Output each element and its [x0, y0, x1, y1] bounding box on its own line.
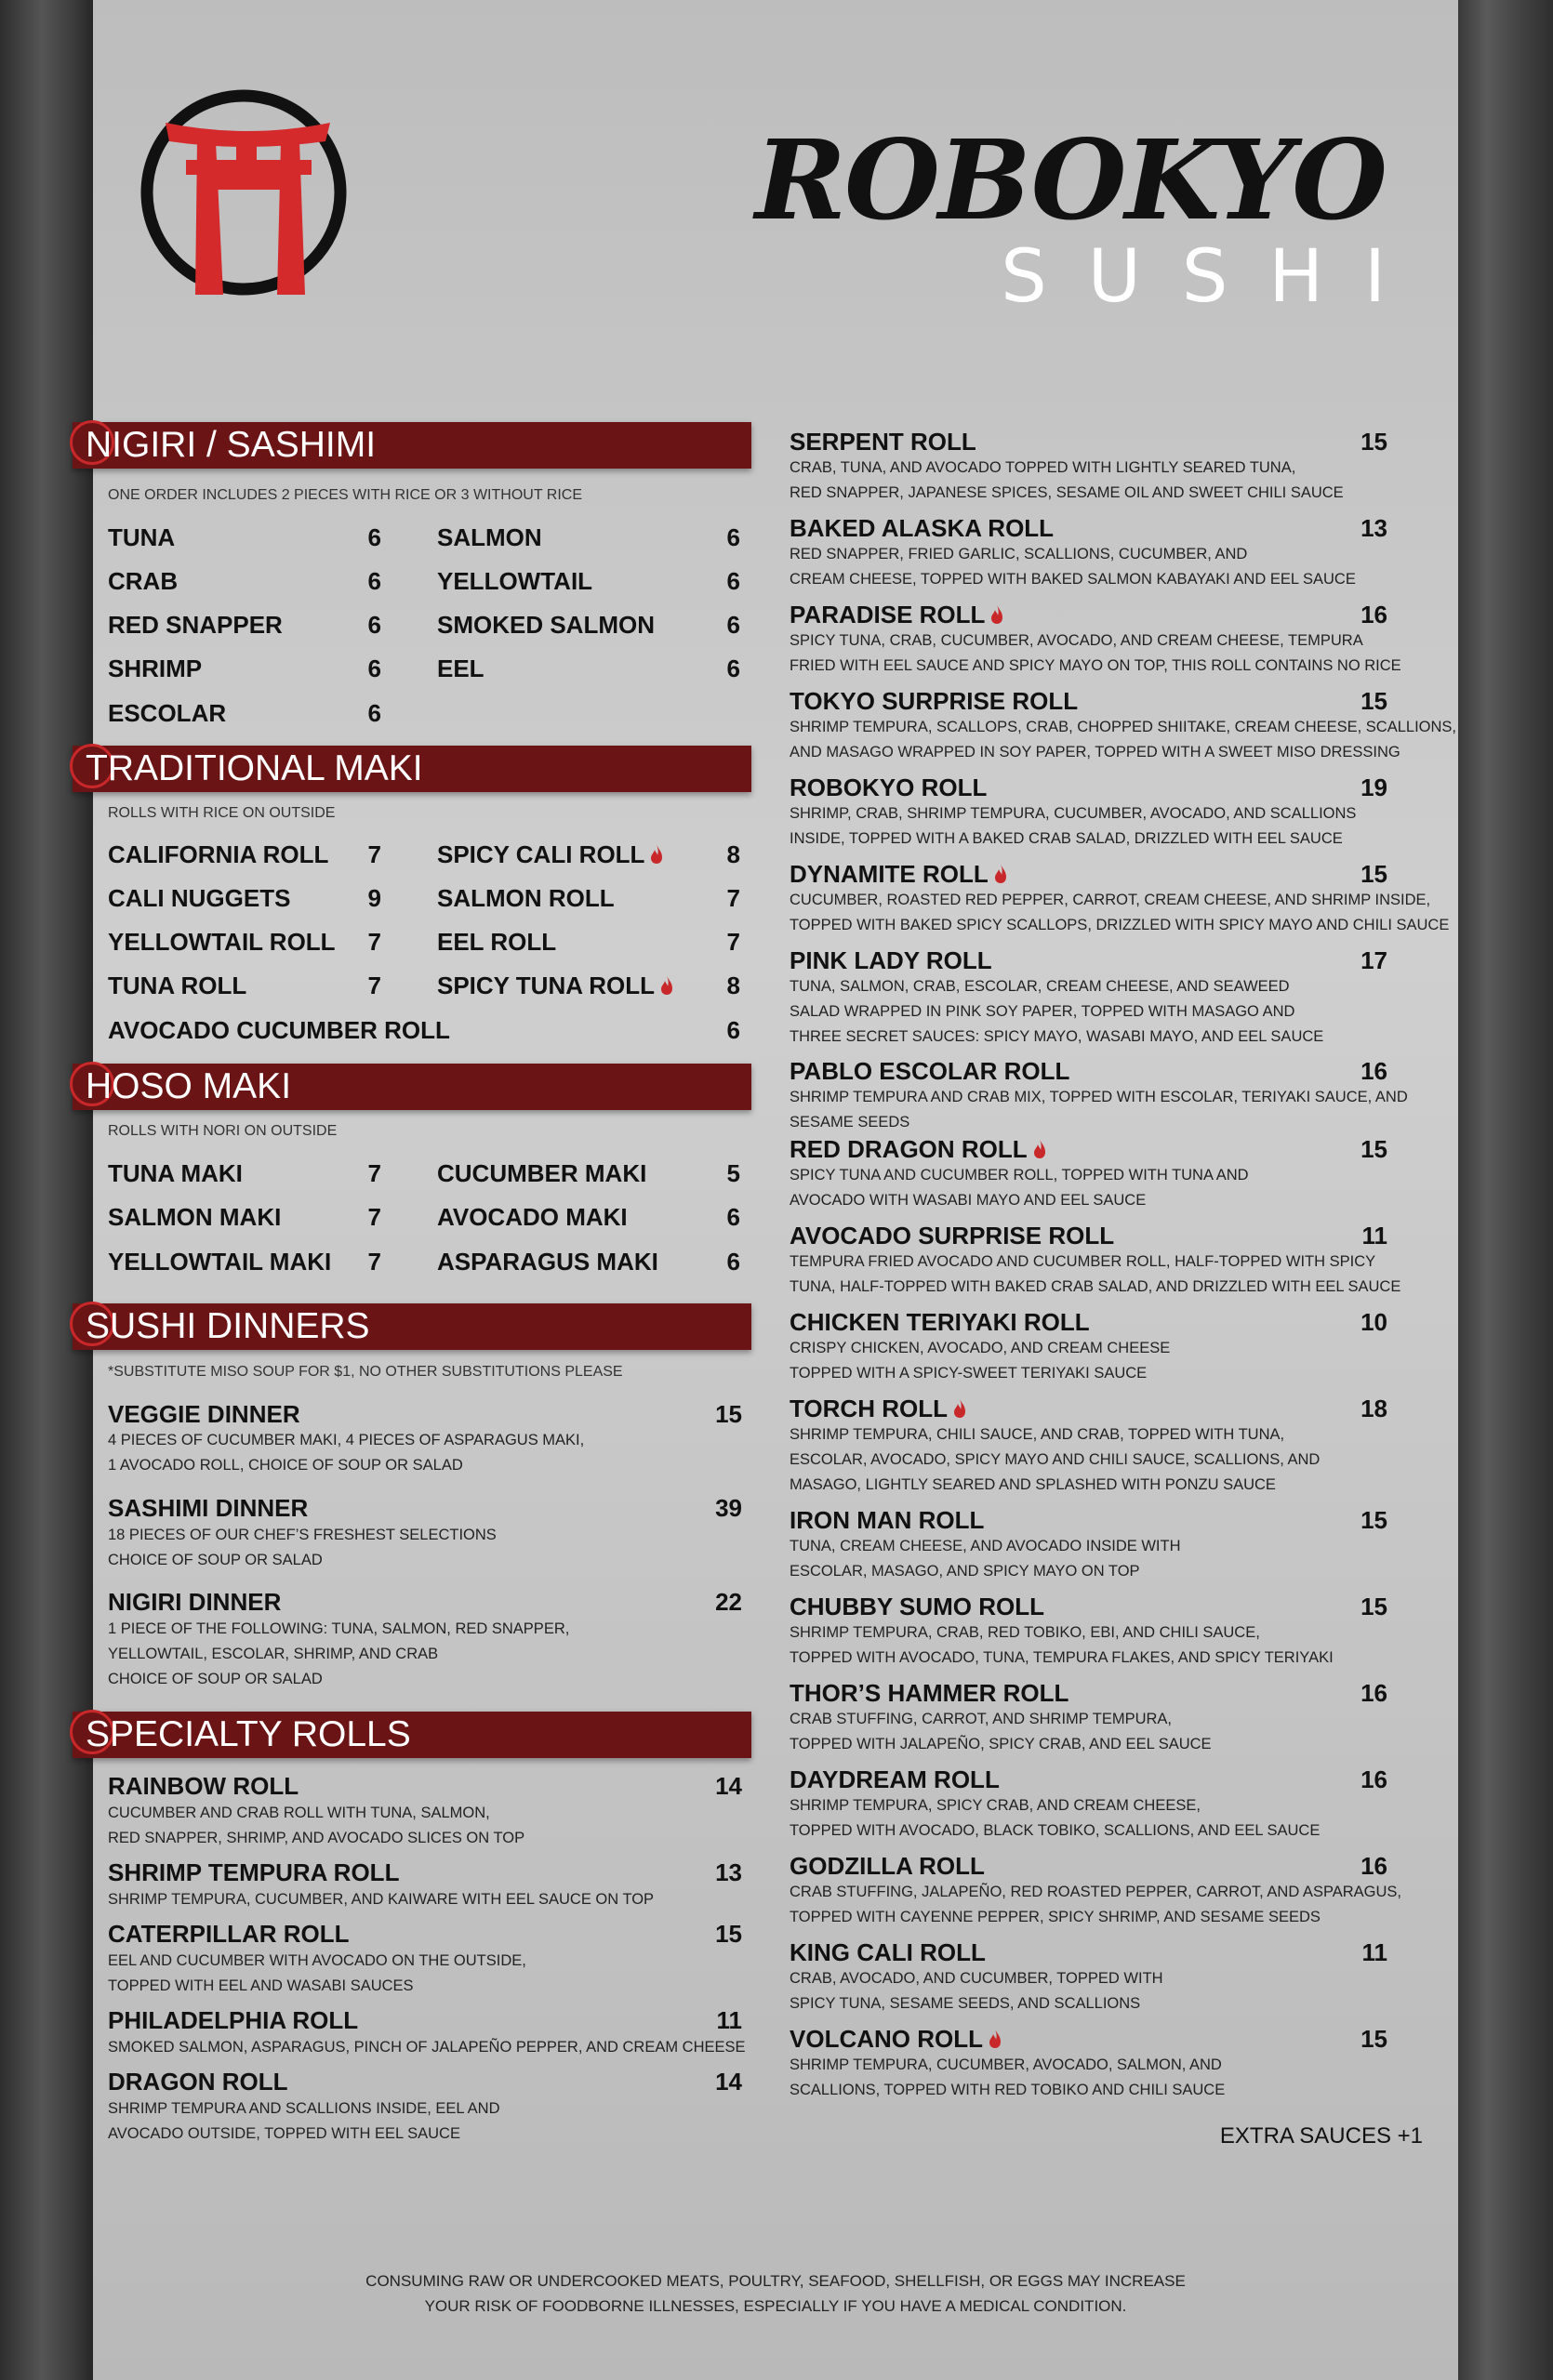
item-description: TOPPED WITH AVOCADO, TUNA, TEMPURA FLAKES, AND SPICY TERIYAKI — [790, 1649, 1334, 1666]
left-border — [0, 0, 93, 2380]
menu-price: 8 — [726, 840, 740, 868]
item-description: SHRIMP TEMPURA, SCALLOPS, CRAB, CHOPPED SHIITAKE, CREAM CHEESE, SCALLIONS, — [790, 719, 1457, 735]
flame-icon — [953, 1398, 966, 1419]
item-name: PABLO ESCOLAR ROLL — [790, 1057, 1070, 1085]
menu-price: 19 — [1361, 774, 1387, 801]
menu-item: ESCOLAR — [108, 699, 227, 727]
menu-price: 7 — [367, 840, 381, 868]
menu-item: SHRIMP — [108, 654, 203, 682]
item-description: FRIED WITH EEL SAUCE AND SPICY MAYO ON TOP, THIS ROLL CONTAINS NO RICE — [790, 657, 1401, 674]
menu-item: CRAB — [108, 567, 179, 595]
menu-item: CALI NUGGETS — [108, 884, 291, 912]
item-description: THREE SECRET SAUCES: SPICY MAYO, WASABI MAYO, AND EEL SAUCE — [790, 1028, 1324, 1045]
item-name: SPICY CALI ROLL — [437, 840, 645, 868]
item-description: 4 PIECES OF CUCUMBER MAKI, 4 PIECES OF ASPARAGUS MAKI, — [108, 1432, 585, 1448]
item-description: TOPPED WITH BAKED SPICY SCALLOPS, DRIZZLED WITH SPICY MAYO AND CHILI SAUCE — [790, 917, 1450, 933]
menu-item — [790, 1679, 1069, 1707]
section-header-specialty — [73, 1712, 751, 1758]
menu-item — [437, 840, 663, 868]
item-name: IRON MAN ROLL — [790, 1506, 985, 1534]
menu-price: 15 — [1361, 687, 1387, 715]
item-description: SPICY TUNA AND CUCUMBER ROLL, TOPPED WITH TUNA AND — [790, 1167, 1249, 1183]
menu-price: 6 — [726, 654, 740, 682]
menu-item: NIGIRI DINNER — [108, 1588, 282, 1616]
section-title: NIGIRI / SASHIMI — [86, 425, 377, 465]
item-description: SMOKED SALMON, ASPARAGUS, PINCH OF JALAPEÑO PEPPER, AND CREAM CHEESE — [108, 2039, 746, 2056]
section-title: HOSO MAKI — [86, 1066, 292, 1106]
section-note: ROLLS WITH NORI ON OUTSIDE — [108, 1123, 338, 1139]
menu-item — [790, 1308, 1090, 1336]
flame-icon — [1033, 1139, 1046, 1159]
item-description: CRAB, AVOCADO, AND CUCUMBER, TOPPED WITH — [790, 1970, 1163, 1987]
menu-item: CATERPILLAR ROLL — [108, 1920, 350, 1948]
menu-price: 16 — [1361, 1852, 1387, 1880]
menu-price: 9 — [367, 884, 381, 912]
menu-price: 16 — [1361, 601, 1387, 628]
menu-price: 22 — [715, 1588, 742, 1616]
menu-item: ASPARAGUS MAKI — [437, 1248, 658, 1276]
torii-gate-icon — [139, 86, 353, 299]
menu-price: 18 — [1361, 1395, 1387, 1422]
item-name: PARADISE ROLL — [790, 601, 986, 628]
menu-price: 13 — [1361, 514, 1387, 542]
flame-icon — [989, 2029, 1002, 2049]
item-description: SCALLIONS, TOPPED WITH RED TOBIKO AND CHILI SAUCE — [790, 2082, 1226, 2098]
menu-price: 8 — [726, 972, 740, 999]
menu-item: AVOCADO CUCUMBER ROLL — [108, 1016, 450, 1044]
item-description: INSIDE, TOPPED WITH A BAKED CRAB SALAD, DRIZZLED WITH EEL SAUCE — [790, 830, 1343, 847]
right-border — [1458, 0, 1553, 2380]
menu-item: YELLOWTAIL ROLL — [108, 928, 336, 956]
menu-item — [790, 1593, 1044, 1620]
menu-price: 15 — [1361, 1506, 1387, 1534]
item-description: TOPPED WITH EEL AND WASABI SAUCES — [108, 1977, 414, 1994]
item-description: EEL AND CUCUMBER WITH AVOCADO ON THE OUTSIDE, — [108, 1952, 526, 1969]
menu-item: SALMON — [437, 523, 542, 551]
footer-disclaimer — [93, 2268, 1458, 2319]
menu-item: RAINBOW ROLL — [108, 1772, 299, 1800]
section-note: ROLLS WITH RICE ON OUTSIDE — [108, 805, 336, 821]
menu-price: 11 — [716, 2006, 742, 2034]
item-description: CRAB, TUNA, AND AVOCADO TOPPED WITH LIGHTLY SEARED TUNA, — [790, 459, 1296, 476]
item-description: RED SNAPPER, SHRIMP, AND AVOCADO SLICES ON TOP — [108, 1830, 525, 1846]
item-description: TOPPED WITH JALAPEÑO, SPICY CRAB, AND EEL SAUCE — [790, 1736, 1212, 1752]
menu-price: 10 — [1361, 1308, 1387, 1336]
item-name: THOR’S HAMMER ROLL — [790, 1679, 1069, 1707]
section-header-dinners — [73, 1303, 751, 1350]
brand-subtitle: SUSHI — [1001, 235, 1427, 319]
menu-price: 6 — [726, 1016, 740, 1044]
item-description: 1 PIECE OF THE FOLLOWING: TUNA, SALMON, RED SNAPPER, — [108, 1620, 570, 1637]
item-description: TEMPURA FRIED AVOCADO AND CUCUMBER ROLL, HALF-TOPPED WITH SPICY — [790, 1253, 1376, 1270]
item-description: SHRIMP TEMPURA, CUCUMBER, AVOCADO, SALMON, AND — [790, 2056, 1222, 2073]
item-description: SHRIMP TEMPURA, CRAB, RED TOBIKO, EBI, AND CHILI SAUCE, — [790, 1624, 1260, 1641]
item-description: SHRIMP TEMPURA AND CRAB MIX, TOPPED WITH ESCOLAR, TERIYAKI SAUCE, AND — [790, 1089, 1408, 1105]
menu-price: 7 — [367, 1159, 381, 1187]
item-name: CHICKEN TERIYAKI ROLL — [790, 1308, 1090, 1336]
item-description: SHRIMP, CRAB, SHRIMP TEMPURA, CUCUMBER, AVOCADO, AND SCALLIONS — [790, 805, 1357, 822]
menu-item: SALMON MAKI — [108, 1203, 282, 1231]
menu-price: 6 — [367, 654, 381, 682]
menu-price: 6 — [367, 567, 381, 595]
item-description: SHRIMP TEMPURA, SPICY CRAB, AND CREAM CHEESE, — [790, 1797, 1201, 1814]
footer-line: YOUR RISK OF FOODBORNE ILLNESSES, ESPECIALLY IF YOU HAVE A MEDICAL CONDITION. — [424, 2297, 1127, 2315]
item-description: CUCUMBER AND CRAB ROLL WITH TUNA, SALMON, — [108, 1805, 490, 1821]
menu-item: CALIFORNIA ROLL — [108, 840, 329, 868]
flame-icon — [994, 864, 1007, 884]
menu-price: 17 — [1361, 946, 1387, 974]
menu-price: 6 — [726, 611, 740, 639]
section-header-hoso — [73, 1064, 751, 1110]
item-description: CUCUMBER, ROASTED RED PEPPER, CARROT, CREAM CHEESE, AND SHRIMP INSIDE, — [790, 892, 1431, 908]
item-name: TOKYO SURPRISE ROLL — [790, 687, 1079, 715]
menu-item: AVOCADO MAKI — [437, 1203, 628, 1231]
menu-price: 6 — [367, 611, 381, 639]
item-description: TOPPED WITH AVOCADO, BLACK TOBIKO, SCALLIONS, AND EEL SAUCE — [790, 1822, 1321, 1839]
menu-item: SALMON ROLL — [437, 884, 615, 912]
item-name: AVOCADO SURPRISE ROLL — [790, 1222, 1115, 1250]
menu-price: 7 — [367, 972, 381, 999]
menu-item: YELLOWTAIL — [437, 567, 593, 595]
menu-price: 39 — [715, 1494, 742, 1522]
item-description: MASAGO, LIGHTLY SEARED AND SPLASHED WITH PONZU SAUCE — [790, 1476, 1276, 1493]
item-name: SPICY TUNA ROLL — [437, 972, 656, 999]
menu-price: 6 — [726, 1248, 740, 1276]
menu-price: 16 — [1361, 1057, 1387, 1085]
item-description: AVOCADO WITH WASABI MAYO AND EEL SAUCE — [790, 1192, 1147, 1209]
item-description: CRAB STUFFING, JALAPEÑO, RED ROASTED PEPPER, CARROT, AND ASPARAGUS, — [790, 1884, 1401, 1900]
menu-price: 7 — [367, 1248, 381, 1276]
menu-item — [790, 601, 1003, 628]
item-description: YELLOWTAIL, ESCOLAR, SHRIMP, AND CRAB — [108, 1646, 439, 1662]
item-description: CHOICE OF SOUP OR SALAD — [108, 1552, 323, 1568]
section-title: TRADITIONAL MAKI — [86, 748, 423, 788]
menu-item: VEGGIE DINNER — [108, 1400, 300, 1428]
item-description: TOPPED WITH CAYENNE PEPPER, SPICY SHRIMP, AND SESAME SEEDS — [790, 1909, 1321, 1925]
menu-item — [790, 1222, 1114, 1250]
menu-item: DRAGON ROLL — [108, 2068, 288, 2096]
menu-price: 15 — [1361, 2025, 1387, 2053]
item-description: SPICY TUNA, SESAME SEEDS, AND SCALLIONS — [790, 1995, 1141, 2012]
item-description: ESCOLAR, MASAGO, AND SPICY MAYO ON TOP — [790, 1563, 1140, 1580]
menu-price: 7 — [726, 928, 740, 956]
item-description: RED SNAPPER, JAPANESE SPICES, SESAME OIL AND SWEET CHILI SAUCE — [790, 484, 1344, 501]
menu-price: 15 — [1361, 860, 1387, 888]
menu-item: TUNA ROLL — [108, 972, 247, 999]
item-name: PINK LADY ROLL — [790, 946, 992, 974]
menu-item: YELLOWTAIL MAKI — [108, 1248, 332, 1276]
menu-price: 14 — [715, 2068, 742, 2096]
item-name: BAKED ALASKA ROLL — [790, 514, 1055, 542]
menu-item: PHILADELPHIA ROLL — [108, 2006, 359, 2034]
item-description: TOPPED WITH A SPICY-SWEET TERIYAKI SAUCE — [790, 1365, 1148, 1382]
item-description: TUNA, CREAM CHEESE, AND AVOCADO INSIDE WITH — [790, 1538, 1181, 1554]
section-note: ONE ORDER INCLUDES 2 PIECES WITH RICE OR 3 WITHOUT RICE — [108, 487, 582, 503]
menu-price: 13 — [715, 1858, 742, 1886]
item-name: KING CALI ROLL — [790, 1938, 986, 1966]
item-description: CRAB STUFFING, CARROT, AND SHRIMP TEMPURA, — [790, 1711, 1173, 1727]
section-header-nigiri — [73, 422, 751, 469]
menu-item — [790, 860, 1007, 888]
menu-item — [790, 946, 992, 974]
menu-item: RED SNAPPER — [108, 611, 283, 639]
menu-item: TUNA MAKI — [108, 1159, 243, 1187]
item-name: RED DRAGON ROLL — [790, 1135, 1028, 1163]
section-note: *SUBSTITUTE MISO SOUP FOR $1, NO OTHER SUBSTITUTIONS PLEASE — [108, 1364, 623, 1380]
menu-item — [790, 1765, 1000, 1793]
flame-icon — [990, 604, 1003, 625]
menu-price: 16 — [1361, 1679, 1387, 1707]
item-description: ESCOLAR, AVOCADO, SPICY MAYO AND CHILI SAUCE, SCALLIONS, AND — [790, 1451, 1321, 1468]
menu-item — [790, 1506, 984, 1534]
menu-item: SMOKED SALMON — [437, 611, 655, 639]
menu-price: 5 — [726, 1159, 740, 1187]
menu-price: 7 — [367, 1203, 381, 1231]
item-description: CRISPY CHICKEN, AVOCADO, AND CREAM CHEESE — [790, 1340, 1171, 1356]
menu-price: 6 — [367, 699, 381, 727]
menu-price: 6 — [726, 523, 740, 551]
item-name: TORCH ROLL — [790, 1395, 948, 1422]
menu-price: 6 — [726, 1203, 740, 1231]
menu-price: 15 — [1361, 428, 1387, 456]
menu-price: 6 — [367, 523, 381, 551]
menu-item — [790, 774, 987, 801]
flame-icon — [660, 975, 673, 996]
section-title: SUSHI DINNERS — [86, 1306, 370, 1346]
item-description: SHRIMP TEMPURA, CUCUMBER, AND KAIWARE WITH EEL SAUCE ON TOP — [108, 1891, 655, 1908]
menu-item: TUNA — [108, 523, 176, 551]
item-name: DYNAMITE ROLL — [790, 860, 989, 888]
item-description: SPICY TUNA, CRAB, CUCUMBER, AVOCADO, AND CREAM CHEESE, TEMPURA — [790, 632, 1363, 649]
item-description: 1 AVOCADO ROLL, CHOICE OF SOUP OR SALAD — [108, 1457, 463, 1474]
item-name: SERPENT ROLL — [790, 428, 976, 456]
item-description: AND MASAGO WRAPPED IN SOY PAPER, TOPPED WITH A SWEET MISO DRESSING — [790, 744, 1400, 760]
flame-icon — [650, 844, 663, 865]
brand-block — [755, 115, 1427, 319]
item-name: VOLCANO ROLL — [790, 2025, 983, 2053]
menu-item — [790, 1395, 966, 1422]
menu-item — [790, 1852, 985, 1880]
menu-price: 15 — [715, 1400, 742, 1428]
menu-price: 14 — [715, 1772, 742, 1800]
menu-price: 11 — [1361, 1222, 1387, 1250]
menu-item: SHRIMP TEMPURA ROLL — [108, 1858, 400, 1886]
menu-item — [790, 1135, 1046, 1163]
item-description: SALAD WRAPPED IN PINK SOY PAPER, TOPPED WITH MASAGO AND — [790, 1003, 1295, 1020]
item-description: SESAME SEEDS — [790, 1114, 910, 1130]
menu-item — [790, 2025, 1002, 2053]
extra-sauces-note: EXTRA SAUCES +1 — [1219, 2123, 1423, 2149]
item-name: ROBOKYO ROLL — [790, 774, 988, 801]
item-description: 18 PIECES OF OUR CHEF’S FRESHEST SELECTIONS — [108, 1527, 497, 1543]
item-description: CHOICE OF SOUP OR SALAD — [108, 1671, 323, 1687]
menu-price: 7 — [367, 928, 381, 956]
item-description: SHRIMP TEMPURA AND SCALLIONS INSIDE, EEL AND — [108, 2100, 500, 2117]
menu-item — [790, 514, 1054, 542]
item-description: AVOCADO OUTSIDE, TOPPED WITH EEL SAUCE — [108, 2125, 460, 2142]
menu-item — [790, 1057, 1069, 1085]
footer-line: CONSUMING RAW OR UNDERCOOKED MEATS, POULTRY, SEAFOOD, SHELLFISH, OR EGGS MAY INCREASE — [365, 2272, 1186, 2290]
menu-item — [790, 1938, 986, 1966]
section-title: SPECIALTY ROLLS — [86, 1714, 411, 1754]
item-description: CREAM CHEESE, TOPPED WITH BAKED SALMON KABAYAKI AND EEL SAUCE — [790, 571, 1356, 588]
item-description: TUNA, SALMON, CRAB, ESCOLAR, CREAM CHEESE, AND SEAWEED — [790, 978, 1290, 995]
menu-price: 16 — [1361, 1765, 1387, 1793]
menu-item: EEL ROLL — [437, 928, 557, 956]
menu-price: 7 — [726, 884, 740, 912]
menu-price: 15 — [715, 1920, 742, 1948]
menu-item — [790, 428, 976, 456]
menu-item: EEL — [437, 654, 484, 682]
menu-price: 11 — [1361, 1938, 1387, 1966]
menu-item — [790, 687, 1078, 715]
item-name: GODZILLA ROLL — [790, 1852, 985, 1880]
item-description: RED SNAPPER, FRIED GARLIC, SCALLIONS, CUCUMBER, AND — [790, 546, 1248, 562]
menu-item: SASHIMI DINNER — [108, 1494, 309, 1522]
section-header-maki — [73, 746, 751, 792]
item-name: CHUBBY SUMO ROLL — [790, 1593, 1044, 1620]
menu-item: CUCUMBER MAKI — [437, 1159, 647, 1187]
item-description: TUNA, HALF-TOPPED WITH BAKED CRAB SALAD, AND DRIZZLED WITH EEL SAUCE — [790, 1278, 1401, 1295]
menu-price: 15 — [1361, 1135, 1387, 1163]
item-name: DAYDREAM ROLL — [790, 1765, 1000, 1793]
menu-item — [437, 972, 673, 999]
item-description: SHRIMP TEMPURA, CHILI SAUCE, AND CRAB, TOPPED WITH TUNA, — [790, 1426, 1285, 1443]
menu-price: 6 — [726, 567, 740, 595]
brand-name: ROBOKYO — [755, 115, 1386, 245]
menu-price: 15 — [1361, 1593, 1387, 1620]
